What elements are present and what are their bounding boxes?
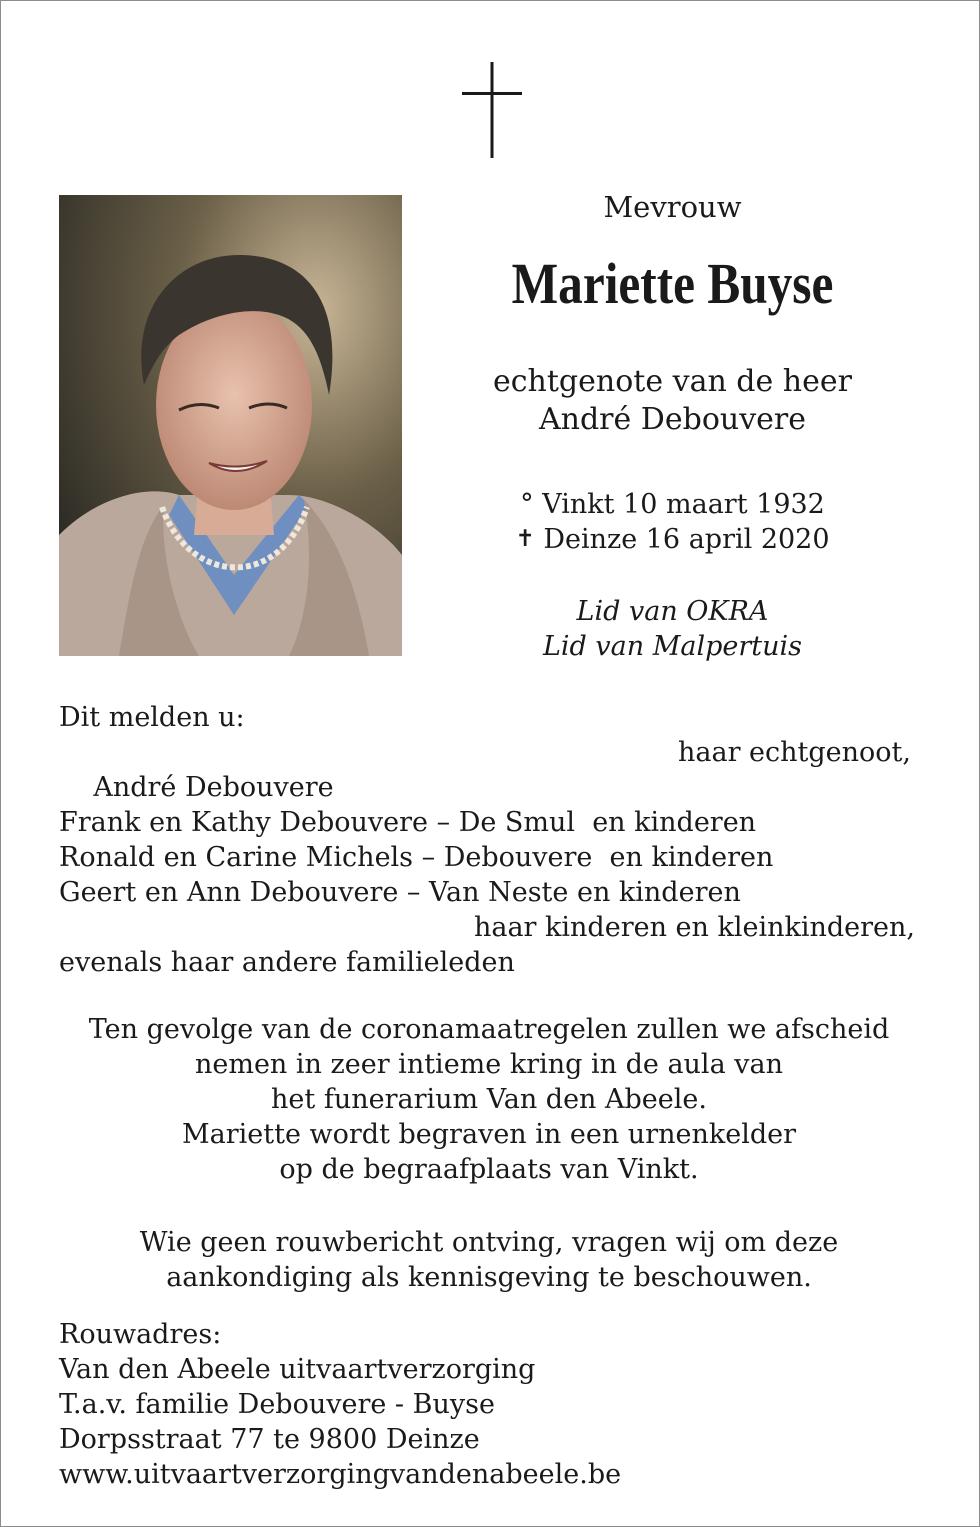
- birth-date: [450, 487, 895, 522]
- funeral-line: Mariette wordt begraven in een urnenkelder: [182, 1119, 796, 1150]
- deceased-name: Mariette Buyse: [511, 251, 834, 316]
- membership-item: Lid van Malpertuis: [542, 631, 803, 662]
- address-line: Dorpsstraat 77 te 9800 Deinze: [59, 1424, 480, 1455]
- husband-line: [59, 735, 919, 803]
- notice-line: Wie geen rouwbericht ontving, vragen wij om deze: [139, 1227, 839, 1258]
- funeral-text: [59, 1012, 919, 1187]
- memberships: [450, 594, 895, 664]
- husband-name: André Debouvere: [93, 772, 334, 803]
- children-line: Geert en Ann Debouvere – Van Neste en kinderen: [59, 877, 741, 908]
- announcement-block: [59, 700, 919, 980]
- dagger-icon: ✝: [515, 526, 535, 552]
- address-line: T.a.v. familie Debouvere - Buyse: [59, 1389, 495, 1420]
- title-prefix: Mevrouw: [603, 190, 742, 224]
- website-link[interactable]: www.uitvaartverzorgingvandenabeele.be: [59, 1459, 622, 1490]
- spouse-name: André Debouvere: [538, 402, 806, 437]
- funeral-line: Ten gevolge van de coronamaatregelen zullen we afscheid: [88, 1014, 890, 1045]
- address-block: [59, 1317, 919, 1492]
- children-line: Ronald en Carine Michels – Debouvere en kinderen: [59, 842, 774, 873]
- death-date: [450, 522, 895, 557]
- address-label: Rouwadres:: [59, 1319, 222, 1350]
- children-line: Frank en Kathy Debouvere – De Smul en kinderen: [59, 807, 757, 838]
- husband-role: haar echtgenoot,: [677, 737, 911, 768]
- birth-symbol: °: [520, 489, 534, 520]
- address-line: Van den Abeele uitvaartverzorging: [59, 1354, 536, 1385]
- funeral-line: op de begraafplaats van Vinkt.: [279, 1154, 699, 1185]
- funeral-line: nemen in zeer intieme kring in de aula van: [194, 1049, 783, 1080]
- notice-line: aankondiging als kennisgeving te beschouwen.: [166, 1262, 812, 1293]
- children-role: haar kinderen en kleinkinderen,: [473, 912, 915, 943]
- cross-icon: [462, 62, 522, 158]
- dates-block: [450, 487, 895, 557]
- death-text: Deinze 16 april 2020: [543, 524, 830, 555]
- birth-text: Vinkt 10 maart 1932: [542, 489, 825, 520]
- announcement-intro: Dit melden u:: [59, 702, 245, 733]
- funeral-line: het funerarium Van den Abeele.: [271, 1084, 707, 1115]
- spouse-block: [450, 363, 895, 439]
- portrait-photo: [59, 195, 402, 656]
- notice-text: [59, 1225, 919, 1295]
- other-family: evenals haar andere familieleden: [59, 947, 515, 978]
- spouse-line: echtgenote van de heer: [493, 364, 852, 399]
- membership-item: Lid van OKRA: [576, 596, 769, 627]
